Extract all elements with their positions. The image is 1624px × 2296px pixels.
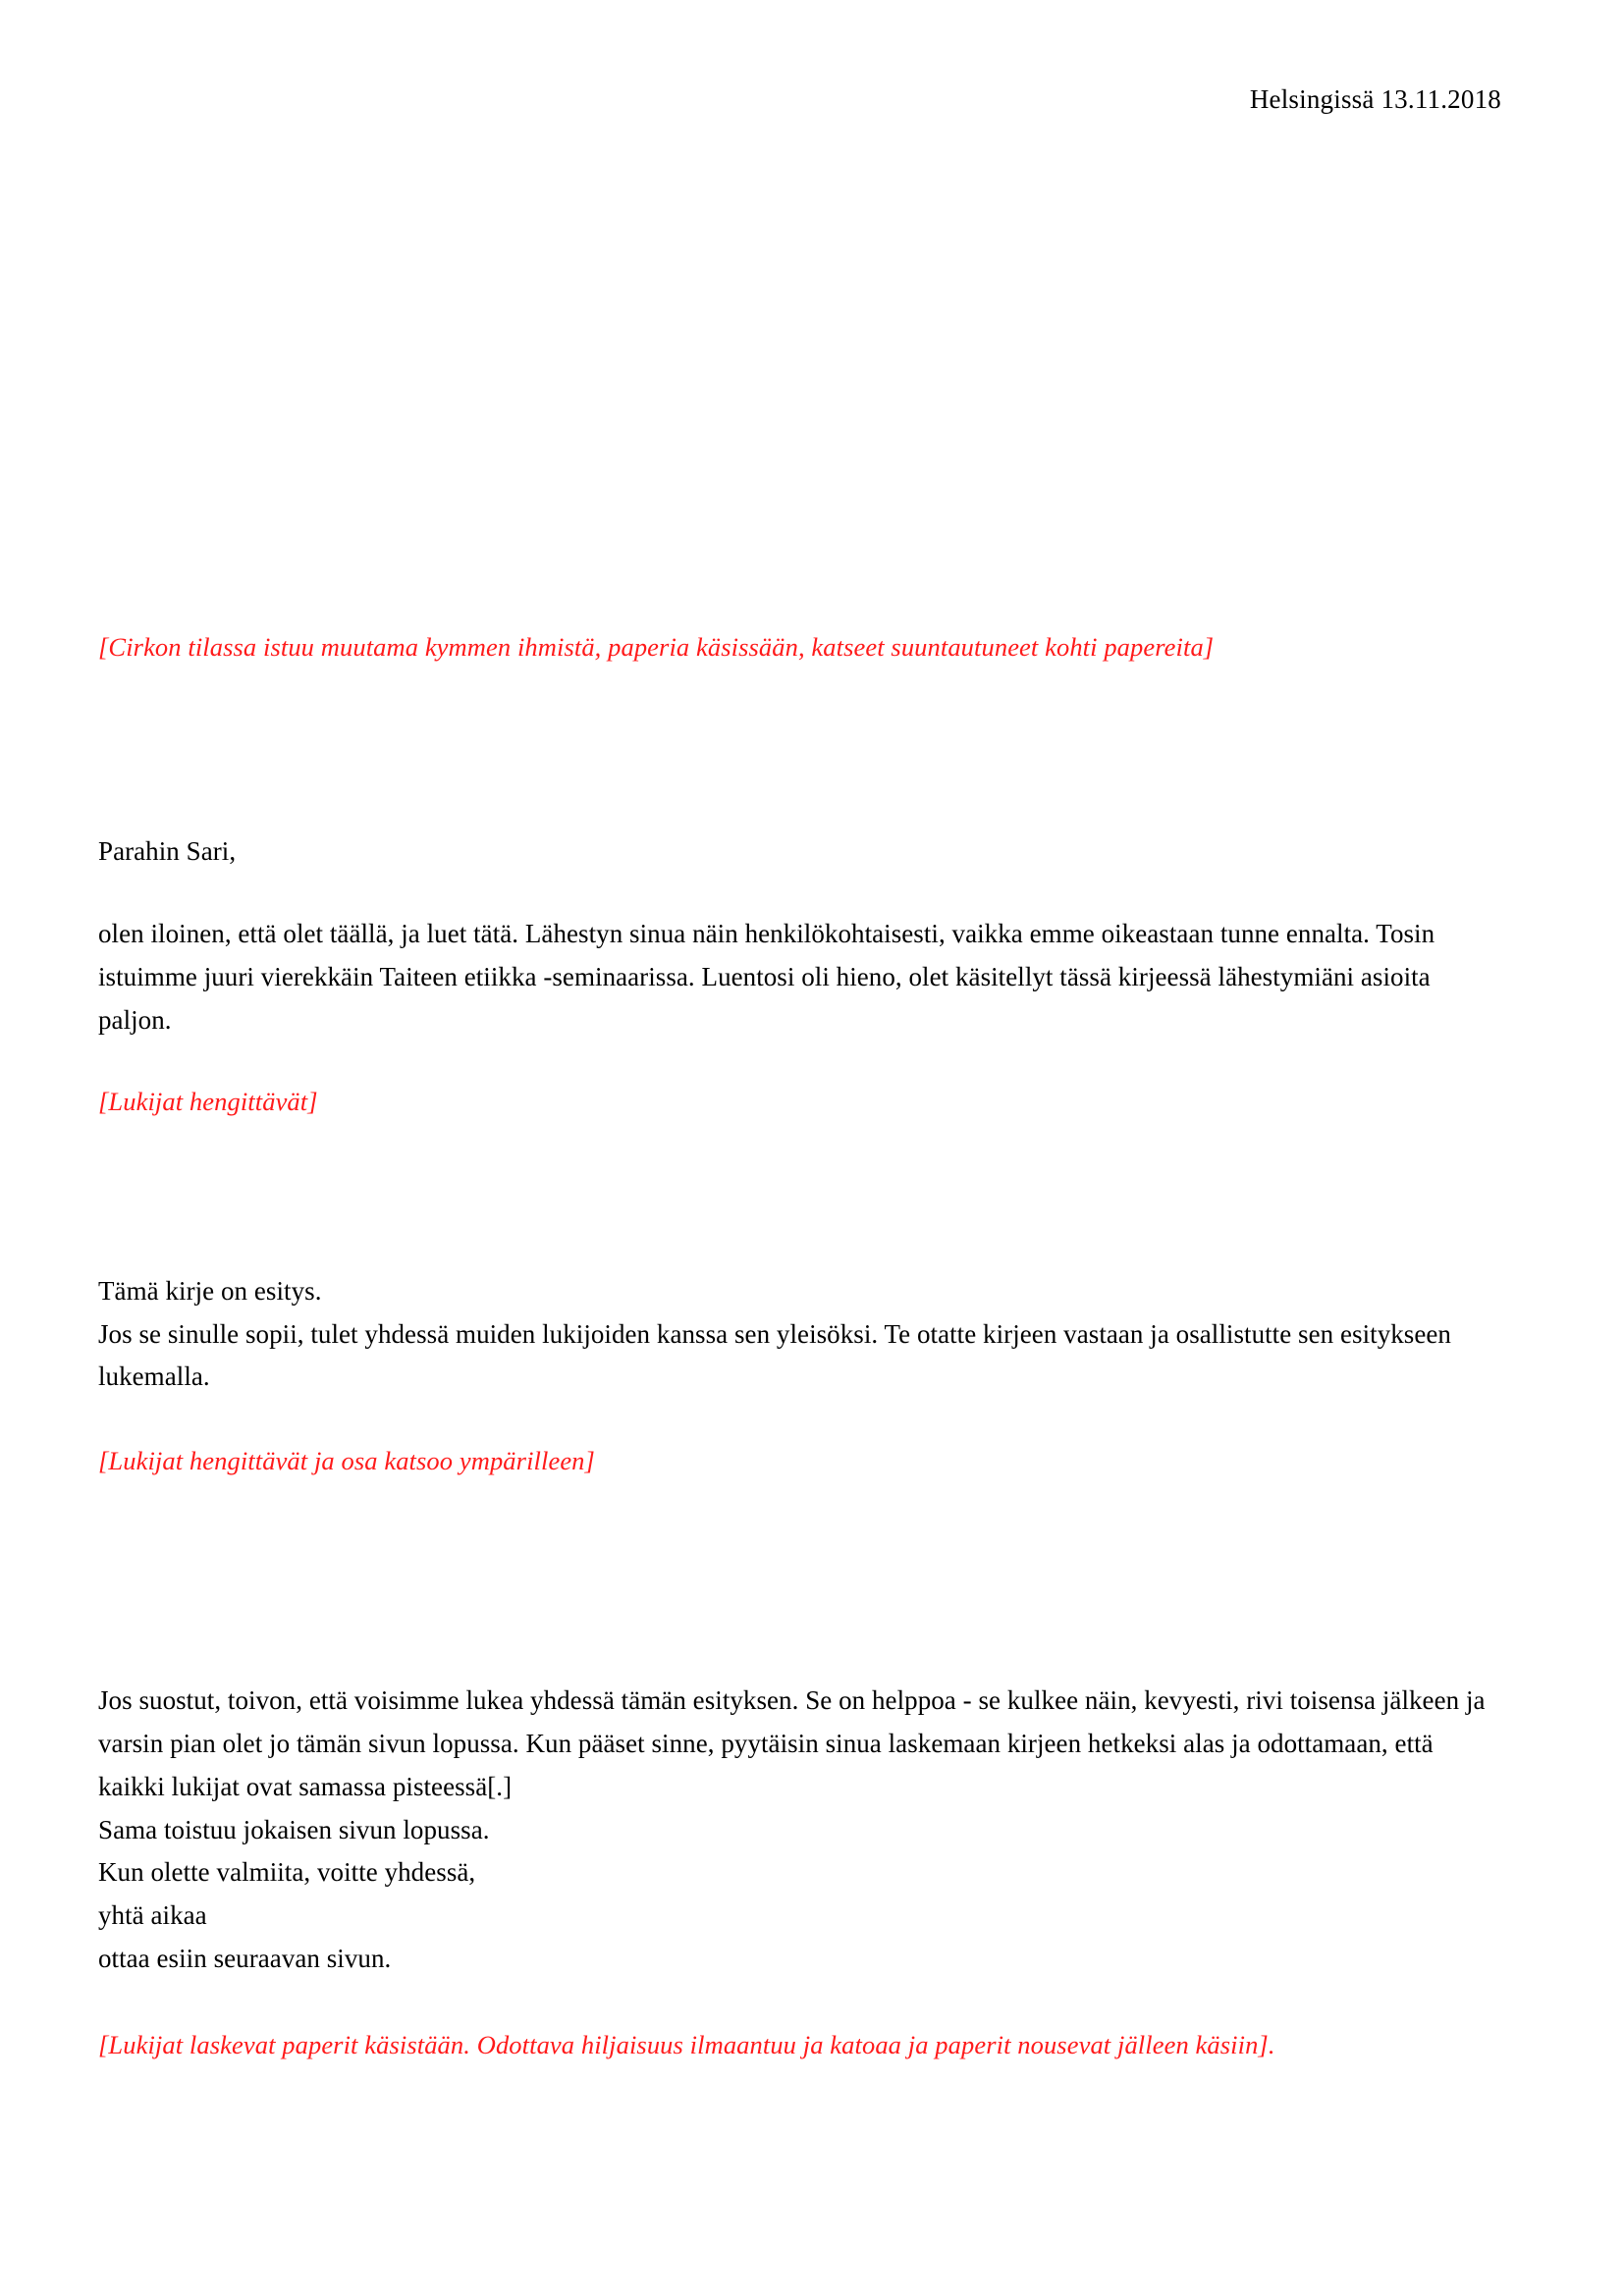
date-line: Helsingissä 13.11.2018	[1249, 84, 1501, 114]
stage-direction-2: [Lukijat hengittävät]	[98, 1087, 318, 1117]
spacer	[98, 874, 1502, 913]
spacer	[98, 1399, 1502, 1442]
stage-direction-1: [Cirkon tilassa istuu muutama kymmen ihmistä, paperia käsissään, katseet suuntautuneet kohti papereita]	[98, 632, 1215, 662]
paragraph-1: olen iloinen, että olet täällä, ja luet tätä. Lähestyn sinua näin henkilökohtaisesti, vaikka emme oikeastaan tunne ennalta. Tosin istuimme juuri vierekkäin Taiteen etiikka -seminaarissa. Luentosi oli hieno, olet käsitellyt tässä kirjeessä lähestymiäni asioita paljon.	[98, 919, 1435, 1035]
paragraph-2-rest: Jos se sinulle sopii, tulet yhdessä muiden lukijoiden kanssa sen yleisöksi. Te otatte kirjeen vastaan ja osallistutte sen esitykseen lukemalla.	[98, 1318, 1451, 1392]
paragraph-3-line-6: yhtä aikaa	[98, 1900, 207, 1931]
spacer	[98, 1479, 1502, 1680]
paragraph-3-line-4: Sama toistuu jokaisen sivun lopussa.	[98, 1814, 490, 1844]
spacer	[98, 1041, 1502, 1083]
spacer	[98, 666, 1502, 830]
spacer	[98, 1981, 1502, 2026]
paragraph-3-line-7: ottaa esiin seuraavan sivun.	[98, 1943, 392, 1973]
spacer	[98, 1121, 1502, 1270]
stage-direction-4: [Lukijat laskevat paperit käsistään. Odottava hiljaisuus ilmaantuu ja katoaa ja paperit nousevat jälleen käsiin].	[98, 2029, 1275, 2059]
paragraph-2-line-1: Tämä kirje on esitys.	[98, 1275, 322, 1306]
paragraph-3-main: Jos suostut, toivon, että voisimme lukea yhdessä tämän esityksen. Se on helppoa - se kulkee näin, kevyesti, rivi toisensa jälkeen ja varsin pian olet jo tämän sivun lopussa. Kun pääset sinne, pyytäisin sinua laskemaan kirjeen hetkeksi alas ja odottamaan, että kaikki lukijat ovat samassa pisteessä[.]	[98, 1685, 1486, 1801]
greeting: Parahin Sari,	[98, 836, 237, 867]
paragraph-3-line-5: Kun olette valmiita, voitte yhdessä,	[98, 1857, 476, 1888]
letter-body	[98, 628, 1502, 2063]
stage-direction-3: [Lukijat hengittävät ja osa katsoo ympärilleen]	[98, 1445, 595, 1475]
